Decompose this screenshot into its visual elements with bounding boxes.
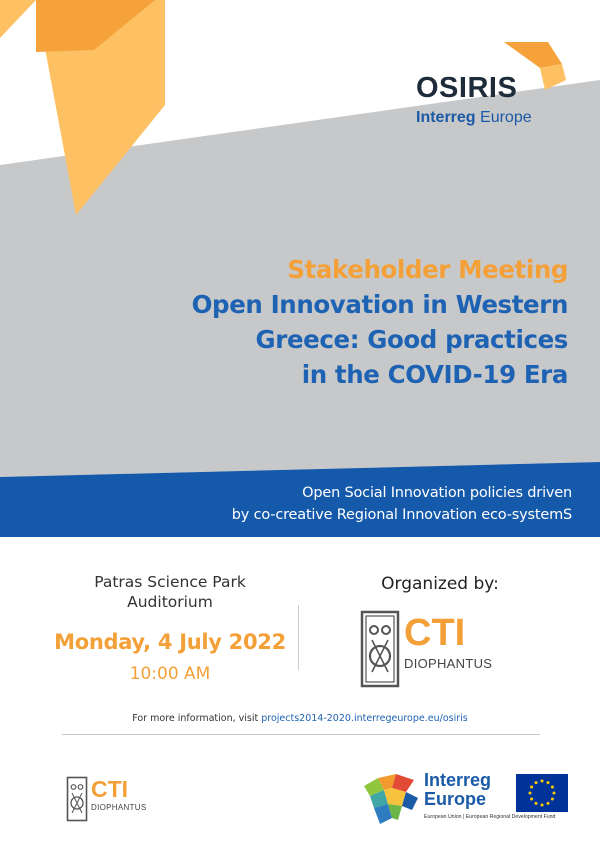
cti-diophantus-logo-icon <box>360 610 400 688</box>
osiris-logo <box>400 40 570 130</box>
venue-line-2: Auditorium <box>127 593 213 611</box>
venue-line-1: Patras Science Park <box>94 573 246 591</box>
vertical-divider <box>298 605 299 670</box>
organizer-cti-logo <box>360 610 510 690</box>
title-line-4: in the COVID-19 Era <box>301 360 568 389</box>
interreg-bold: Interreg <box>416 109 476 126</box>
interreg-logo-icon <box>362 772 422 828</box>
event-date: Monday, 4 July 2022 <box>54 630 286 654</box>
event-title <box>138 252 568 392</box>
tagline-line-1: Open Social Innovation policies driven <box>302 485 572 501</box>
organized-by-label: Organized by: <box>381 574 499 594</box>
title-line-2: Open Innovation in Western <box>191 290 568 319</box>
tagline <box>132 482 572 526</box>
osiris-wordmark: OSIRIS <box>416 72 518 104</box>
diophantus-label: DIOPHANTUS <box>404 656 493 671</box>
horizontal-divider <box>62 734 540 735</box>
cti-wordmark: CTI <box>404 612 466 654</box>
footer-cti-icon <box>66 776 88 822</box>
orange-ribbon-light <box>0 0 36 38</box>
interreg-word: Interreg <box>424 770 492 790</box>
europe-text: Europe <box>475 109 532 126</box>
eu-flag-icon <box>516 774 568 812</box>
footer-diophantus-label: DIOPHANTUS <box>91 803 147 812</box>
footer-cti-wordmark: CTI <box>91 776 129 802</box>
eu-fund-caption: European Union | European Regional Development Fund <box>424 814 556 820</box>
europe-word: Europe <box>424 789 487 809</box>
venue <box>40 572 300 612</box>
title-meeting-type: Stakeholder Meeting <box>287 255 568 284</box>
more-info-link[interactable]: projects2014-2020.interregeurope.eu/osiris <box>261 713 468 724</box>
more-info <box>0 713 600 724</box>
event-time: 10:00 AM <box>129 664 211 684</box>
more-info-prefix: For more information, visit <box>132 713 262 724</box>
footer-cti-logo <box>66 776 166 824</box>
title-line-3: Greece: Good practices <box>255 325 568 354</box>
interreg-europe-label <box>416 109 532 127</box>
tagline-line-2: by co-creative Regional Innovation eco-systemS <box>231 507 572 523</box>
